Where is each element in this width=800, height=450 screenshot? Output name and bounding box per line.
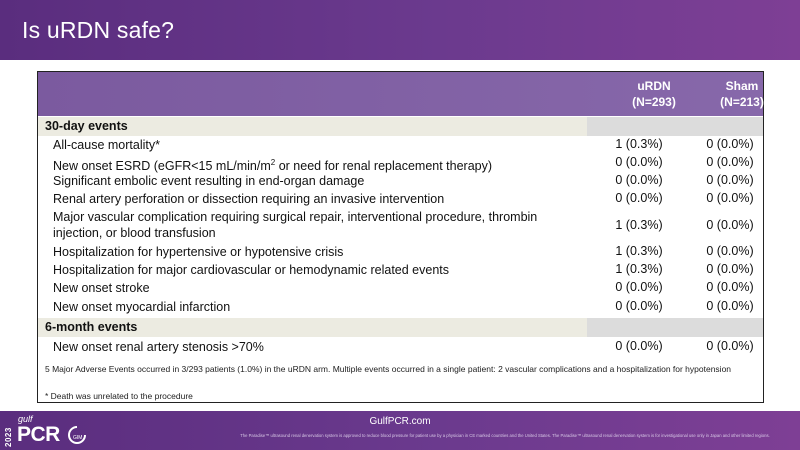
urdn-value: 0 (0.0%) [615, 299, 663, 313]
sham-value: 0 (0.0%) [706, 299, 754, 313]
row-label: New onset renal artery stenosis >70% [53, 340, 264, 354]
section-value-shade [587, 117, 763, 136]
row-label: New onset stroke [53, 281, 150, 295]
sham-value: 0 (0.0%) [706, 137, 754, 151]
table-header [38, 72, 763, 116]
site-url[interactable]: GulfPCR.com [369, 416, 431, 427]
header-urdn [609, 78, 699, 110]
superscript: 2 [270, 158, 276, 167]
row-label: All-cause mortality* [53, 138, 160, 152]
row-label-text: or need for renal replacement therapy) [275, 159, 493, 174]
header-sham-label: Sham [725, 79, 759, 93]
row-label [53, 155, 583, 174]
disclaimer: The Paradise™ ultrasound renal denervation system is approved to reduce blood pressure for patient use by a physician in CE marked countries and the United States. The Paradise™ ultrasound renal denervation system is for investigational use only in Japan and other limited regions. [240, 433, 770, 438]
logo-year: 2023 [4, 427, 13, 447]
title-bar [0, 0, 800, 60]
section-value-shade [587, 318, 763, 337]
sham-value: 0 (0.0%) [706, 173, 754, 187]
gim-logo-icon [66, 425, 88, 445]
urdn-value: 1 (0.3%) [615, 262, 663, 276]
row-label: Significant embolic event resulting in end-organ damage [53, 174, 365, 188]
sham-value: 0 (0.0%) [706, 191, 754, 205]
header-sham-n: (N=213) [720, 95, 764, 109]
urdn-value: 0 (0.0%) [615, 173, 663, 187]
header-sham [697, 78, 787, 110]
urdn-value: 0 (0.0%) [615, 155, 663, 169]
section-6-month [38, 318, 763, 337]
urdn-value: 0 (0.0%) [615, 280, 663, 294]
table-row [38, 209, 763, 243]
sham-value: 0 (0.0%) [706, 155, 754, 169]
section-30-day [38, 117, 763, 136]
sham-value: 0 (0.0%) [706, 280, 754, 294]
section-label: 6-month events [45, 320, 138, 334]
logo-gulf: gulf [18, 414, 33, 424]
sham-value: 0 (0.0%) [706, 262, 754, 276]
slide-title: Is uRDN safe? [22, 17, 175, 43]
urdn-value: 0 (0.0%) [615, 191, 663, 205]
row-label-text: New onset ESRD (eGFR<15 mL/min/m [53, 159, 271, 174]
urdn-value: 1 (0.3%) [615, 244, 663, 258]
footnote-mae: 5 Major Adverse Events occurred in 3/293 patients (1.0%) in the uRDN arm. Multiple events occurred in a single patient: 2 vascular complications and a hospitalization for hypotension [45, 364, 732, 374]
header-urdn-label: uRDN [637, 79, 671, 93]
logo-pcr: PCR [17, 423, 60, 446]
urdn-value: 1 (0.3%) [615, 137, 663, 151]
urdn-value: 0 (0.0%) [615, 339, 663, 353]
header-urdn-n: (N=293) [632, 95, 676, 109]
sham-value: 0 (0.0%) [706, 218, 754, 232]
gim-logo-text: GIM [73, 435, 83, 441]
row-label: New onset myocardial infarction [53, 300, 231, 314]
row-label: Renal artery perforation or dissection requiring an invasive intervention [53, 192, 445, 206]
sham-value: 0 (0.0%) [706, 244, 754, 258]
row-label: Hospitalization for major cardiovascular or hemodynamic related events [53, 263, 450, 277]
sham-value: 0 (0.0%) [706, 339, 754, 353]
section-label: 30-day events [45, 119, 128, 133]
safety-events-table [37, 71, 764, 403]
row-label: Major vascular complication requiring surgical repair, interventional procedure, thrombin injection, or blood transfusion [53, 210, 538, 240]
footer-bar [0, 411, 800, 450]
footnote-death: * Death was unrelated to the procedure [45, 391, 193, 401]
row-label: Hospitalization for hypertensive or hypotensive crisis [53, 245, 344, 259]
urdn-value: 1 (0.3%) [615, 218, 663, 232]
